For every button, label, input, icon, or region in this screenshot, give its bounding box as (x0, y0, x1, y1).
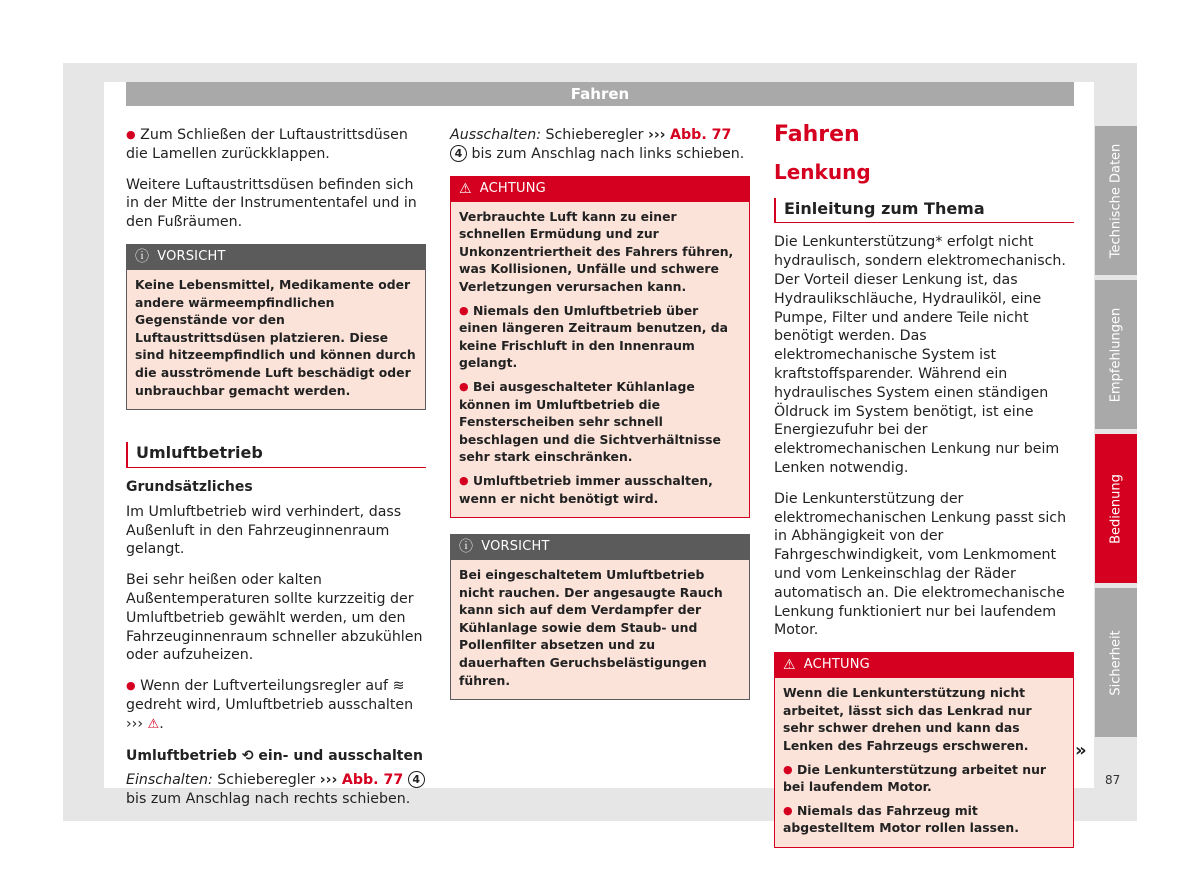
list-item: ● Niemals das Fahrzeug mit abgestelltem Motor rollen lassen. (783, 802, 1019, 836)
list-item: ● Die Lenkunterstützung arbeitet nur bei laufendem Motor. (783, 761, 1047, 795)
defrost-icon: ≋ (392, 678, 405, 695)
list-item: ● Umluftbetrieb immer ausschalten, wenn er nicht benötigt wird. (459, 472, 713, 506)
callout-number: 4 (408, 771, 425, 788)
page-number: 87 (1105, 773, 1121, 787)
caution-header: ⓘ VORSICHT (451, 535, 749, 560)
chapter-subtitle: Lenkung (774, 159, 871, 184)
link-arrows-icon: ››› (647, 127, 666, 143)
subheading: Umluftbetrieb ⟲ ein- und ausschalten (126, 747, 423, 764)
warning-box (450, 176, 750, 519)
running-header: Fahren (126, 82, 1074, 106)
paragraph: Bei sehr heißen oder kalten Außentemperaturen sollte kurzzeitig der Umluftbetrieb gewählt werden, um den Fahrzeuginnenraum schneller abzukühlen oder aufzuheizen. (126, 572, 423, 664)
tab-bedienung[interactable]: Bedienung (1095, 434, 1137, 583)
tab-sicherheit[interactable]: Sicherheit (1095, 588, 1137, 737)
paragraph: Weitere Luftaustrittsdüsen befinden sich in der Mitte der Instrumententafel und in den Fußräumen. (126, 176, 417, 231)
warning-triangle-icon: ⚠ (459, 180, 472, 197)
paragraph: Die Lenkunterstützung* erfolgt nicht hydraulisch, sondern elektromechanisch. Der Vorteil dieser Lenkung ist, das Hydraulikschläuche, Hydrauliköl, eine Pumpe, Filter und andere Teile nicht benötigt werden. Das elektromechanische System ist kraftstoffsparender. Während ein hydraulisches System einen ständigen Öldruck im System benötigt, ist eine Energiezufuhr bei der elektromechanischen Lenkung nur beim Lenken notwendig. (774, 234, 1066, 476)
continue-marker: » (1075, 740, 1087, 761)
figure-reference[interactable]: Abb. 77 (341, 772, 404, 789)
list-item: ● Wenn der Luftverteilungsregler auf ≋ gedreht wird, Umluftbetrieb ausschalten ››› ⚠. (126, 677, 426, 734)
tab-empfehlungen[interactable]: Empfehlungen (1095, 280, 1137, 429)
warning-box (774, 652, 1074, 848)
tab-technische-daten[interactable]: Technische Daten (1095, 126, 1137, 275)
link-arrows-icon[interactable]: ››› (126, 715, 144, 732)
list-item: ● Zum Schließen der Luftaustrittsdüsen die Lamellen zurückklappen. (126, 127, 408, 162)
caution-text: Bei eingeschaltetem Umluftbetrieb nicht rauchen. Der angesaugte Rauch kann sich auf dem Verdampfer der Kühlanlage sowie dem Staub- und Pollenfilter absetzen und zu dauerhaften Geruchsbelästigungen führen. (459, 567, 723, 688)
chapter-title: Fahren (774, 122, 860, 147)
info-circle-icon: ⓘ (459, 539, 474, 556)
bullet-icon: ● (126, 128, 136, 141)
bullet-icon: ● (126, 679, 136, 693)
info-circle-icon: ⓘ (135, 249, 150, 266)
list-item: ● Niemals den Umluftbetrieb über einen längeren Zeitraum benutzen, da keine Frischluft in den Innenraum gelangt. (459, 302, 728, 371)
caution-box (450, 534, 750, 700)
recirculation-icon: ⟲ (241, 747, 254, 764)
link-arrows-icon: ››› (319, 772, 338, 789)
paragraph: Einschalten: Schieberegler ››› Abb. 77 4 bis zum Anschlag nach rechts schieben. (126, 771, 426, 809)
caution-header: ⓘ VORSICHT (127, 245, 425, 270)
callout-number: 4 (450, 145, 467, 162)
warning-intro: Wenn die Lenkunterstützung nicht arbeitet, lässt sich das Lenkrad nur sehr schwer drehen und kann das Lenken des Fahrzeugs erschweren. (783, 685, 1032, 753)
warning-triangle-icon: ⚠ (783, 657, 796, 674)
warning-triangle-icon[interactable]: ⚠ (147, 716, 160, 732)
caution-box (126, 244, 426, 410)
paragraph: Ausschalten: Schieberegler ››› Abb. 77 4 bis zum Anschlag nach links schieben. (450, 127, 745, 162)
column-left (126, 126, 426, 821)
section-heading: Umluftbetrieb (126, 442, 426, 468)
warning-header: ⚠ ACHTUNG (775, 653, 1073, 678)
figure-reference[interactable]: Abb. 77 (670, 127, 732, 143)
warning-intro: Verbrauchte Luft kann zu einer schnellen Ermüdung und zur Unkonzentriertheit des Fahrers führen, was Kollisionen, Unfälle und schwere Verletzungen verursachen kann. (459, 208, 734, 294)
caution-text: Keine Lebensmittel, Medikamente oder andere wärmeempfindlichen Gegenstände vor den Luftaustrittsdüsen platzieren. Diese sind hitzeempfindlich und können durch die ausströmende Luft beschädigt oder unbrauchbar gemacht werden. (135, 276, 416, 398)
list-item: ● Bei ausgeschalteter Kühlanlage können im Umluftbetrieb die Fensterscheiben sehr schnell beschlagen und die Sichtverhältnisse sehr stark einschränken. (459, 378, 721, 465)
section-heading: Einleitung zum Thema (774, 198, 1074, 224)
column-right (774, 122, 1074, 860)
subheading: Grundsätzliches (126, 478, 253, 495)
warning-header: ⚠ ACHTUNG (451, 177, 749, 202)
paragraph: Im Umluftbetrieb wird verhindert, dass Außenluft in den Fahrzeuginnenraum gelangt. (126, 503, 402, 558)
column-middle (450, 126, 750, 712)
paragraph: Die Lenkunterstützung der elektromechanischen Lenkung passt sich in Abhängigkeit von der Fahrgeschwindigkeit, vom Lenkmoment und vom Lenkeinschlag der Räder automatisch an. Die elektromechanische Lenkung funktioniert nur bei laufendem Motor. (774, 490, 1067, 639)
